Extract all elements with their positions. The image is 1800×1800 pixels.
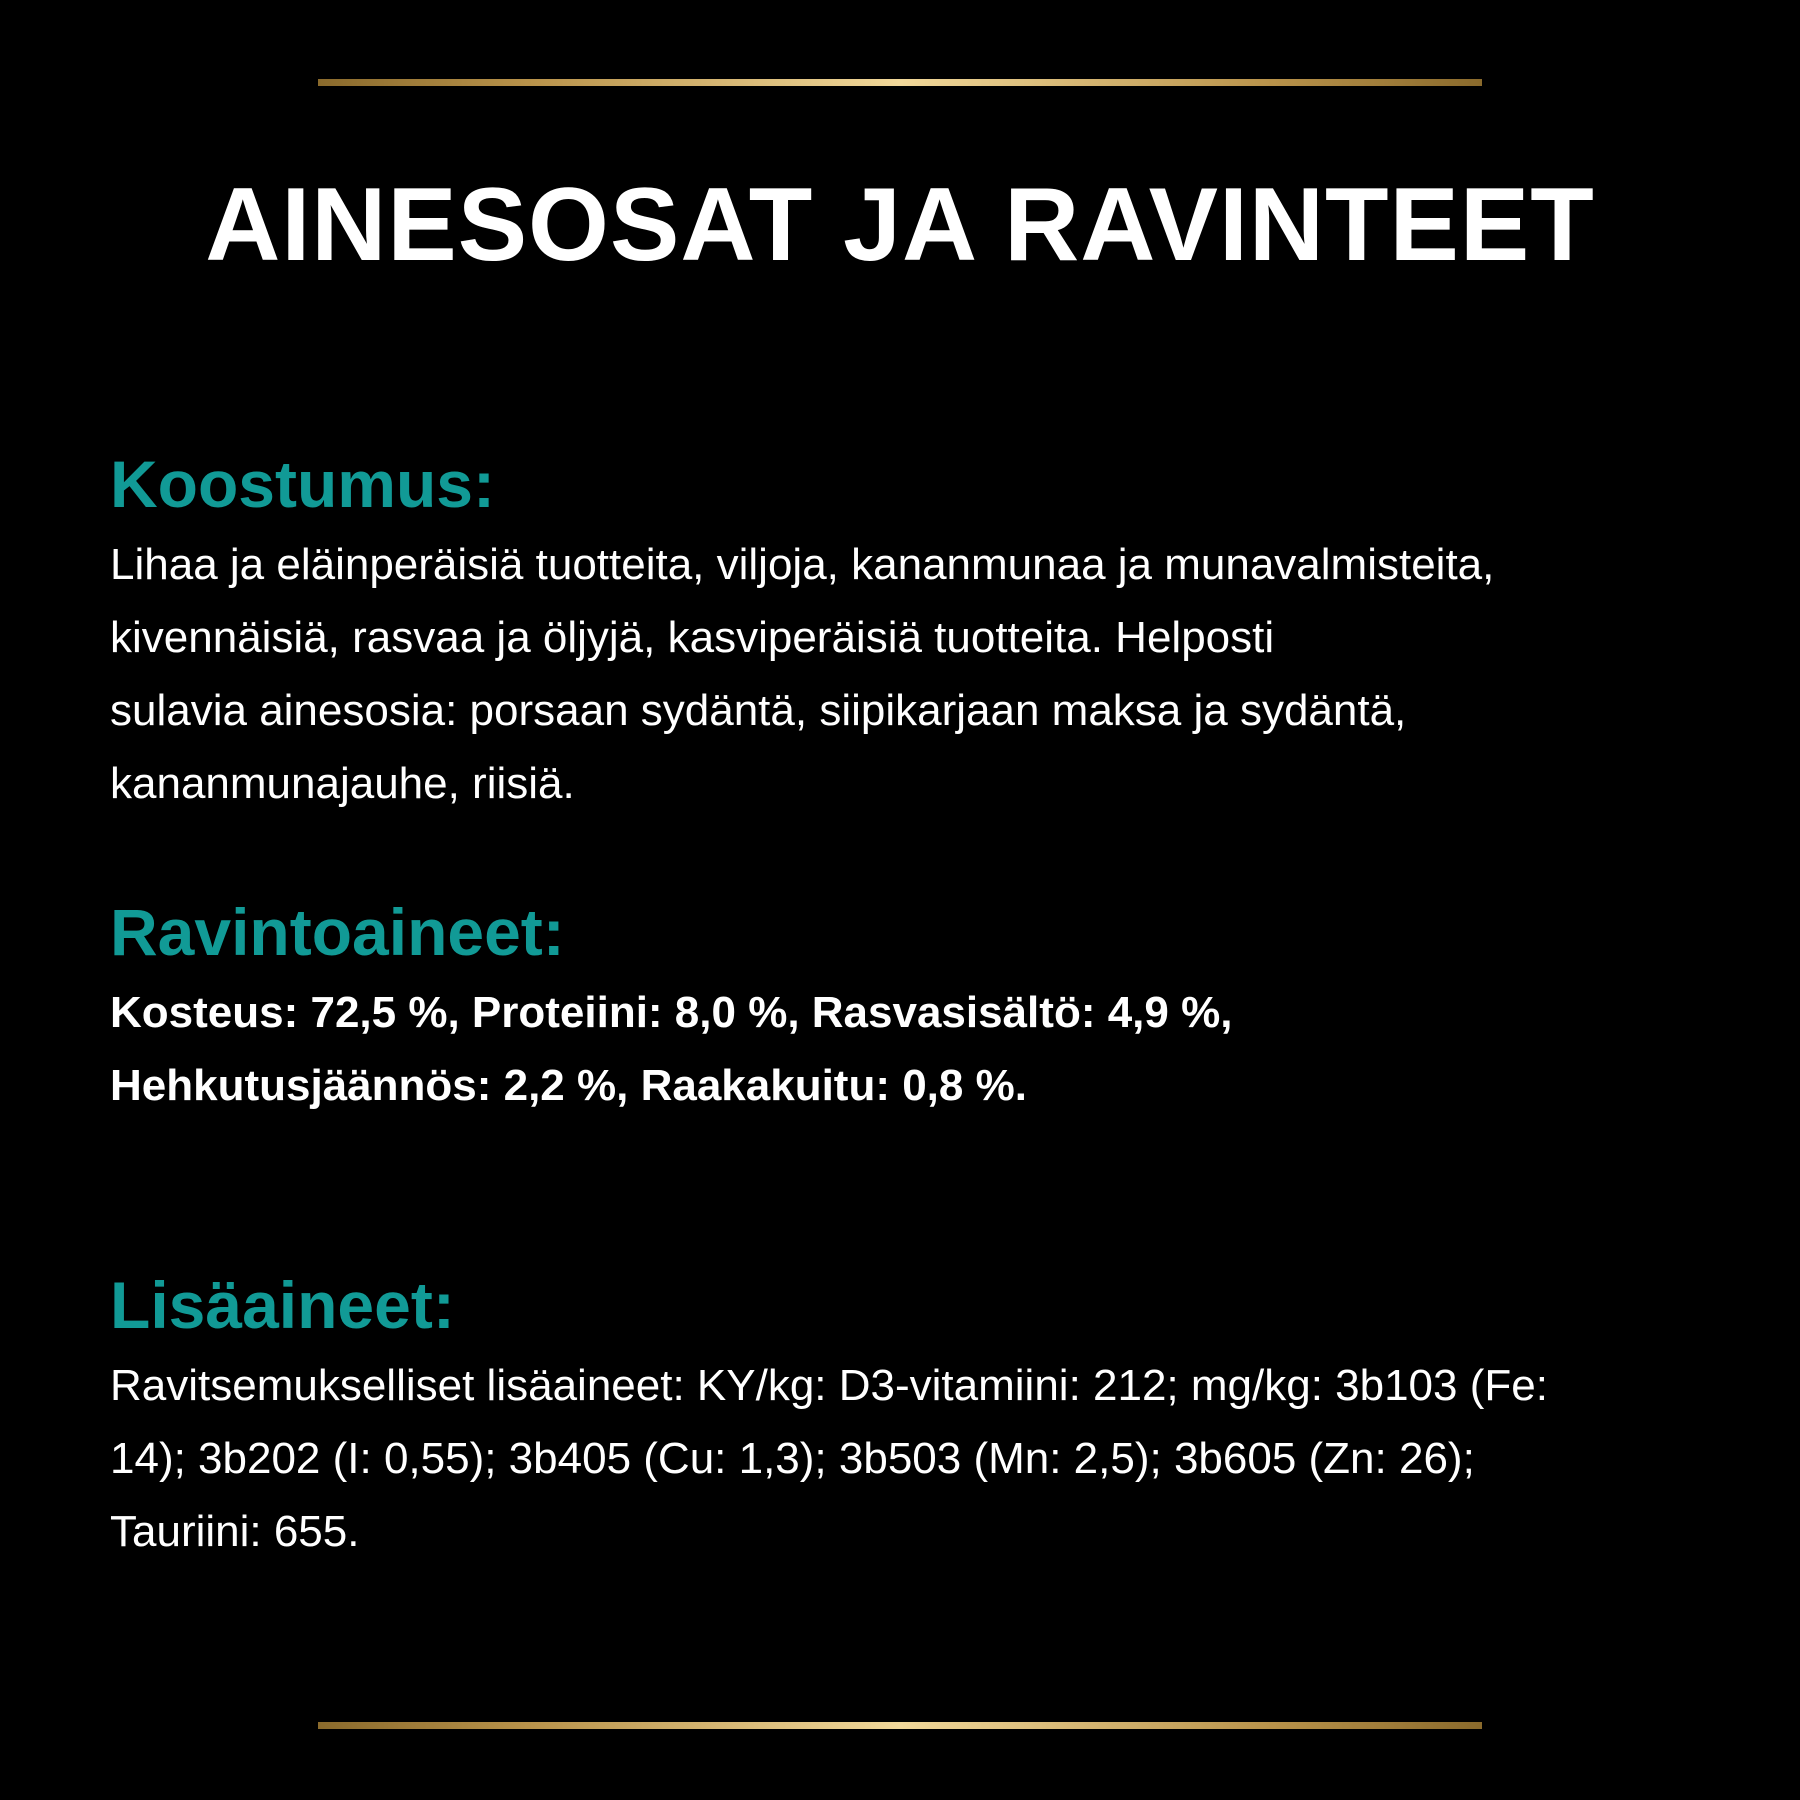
text-line: Ravitsemukselliset lisäaineet: KY/kg: D3-vitamiini: 212; mg/kg: 3b103 (Fe:: [110, 1361, 1548, 1411]
text-line: Hehkutusjäännös: 2,2 %, Raakakuitu: 0,8 %.: [110, 1061, 1027, 1111]
text-line: sulavia ainesosia: porsaan sydäntä, siipikarjaan maksa ja sydäntä,: [110, 686, 1407, 736]
bottom-gold-divider: [318, 1722, 1482, 1729]
text-line: kananmunajauhe, riisiä.: [110, 759, 575, 809]
text-line: Tauriini: 655.: [110, 1507, 360, 1557]
section-koostumus: [110, 445, 1710, 820]
section-heading-lisaaineet: Lisäaineet:: [110, 1268, 455, 1342]
section-lisaaineet: [110, 1266, 1710, 1568]
koostumus-text: [110, 528, 1710, 820]
text-line: kivennäisiä, rasvaa ja öljyjä, kasviperäisiä tuotteita. Helposti: [110, 613, 1275, 663]
section-ravintoaineet: [110, 893, 1710, 1122]
ravintoaineet-text: [110, 976, 1710, 1122]
top-gold-divider: [318, 79, 1482, 86]
text-line: Lihaa ja eläinperäisiä tuotteita, viljoja, kananmunaa ja munavalmisteita,: [110, 540, 1495, 590]
section-heading-koostumus: Koostumus:: [110, 447, 495, 521]
text-line: 14); 3b202 (I: 0,55); 3b405 (Cu: 1,3); 3b503 (Mn: 2,5); 3b605 (Zn: 26);: [110, 1434, 1475, 1484]
section-heading-ravintoaineet: Ravintoaineet:: [110, 895, 565, 969]
text-line: Kosteus: 72,5 %, Proteiini: 8,0 %, Rasvasisältö: 4,9 %,: [110, 988, 1233, 1038]
page-title: AINESOSAT JA RAVINTEET: [205, 167, 1595, 283]
lisaaineet-text: [110, 1349, 1710, 1568]
